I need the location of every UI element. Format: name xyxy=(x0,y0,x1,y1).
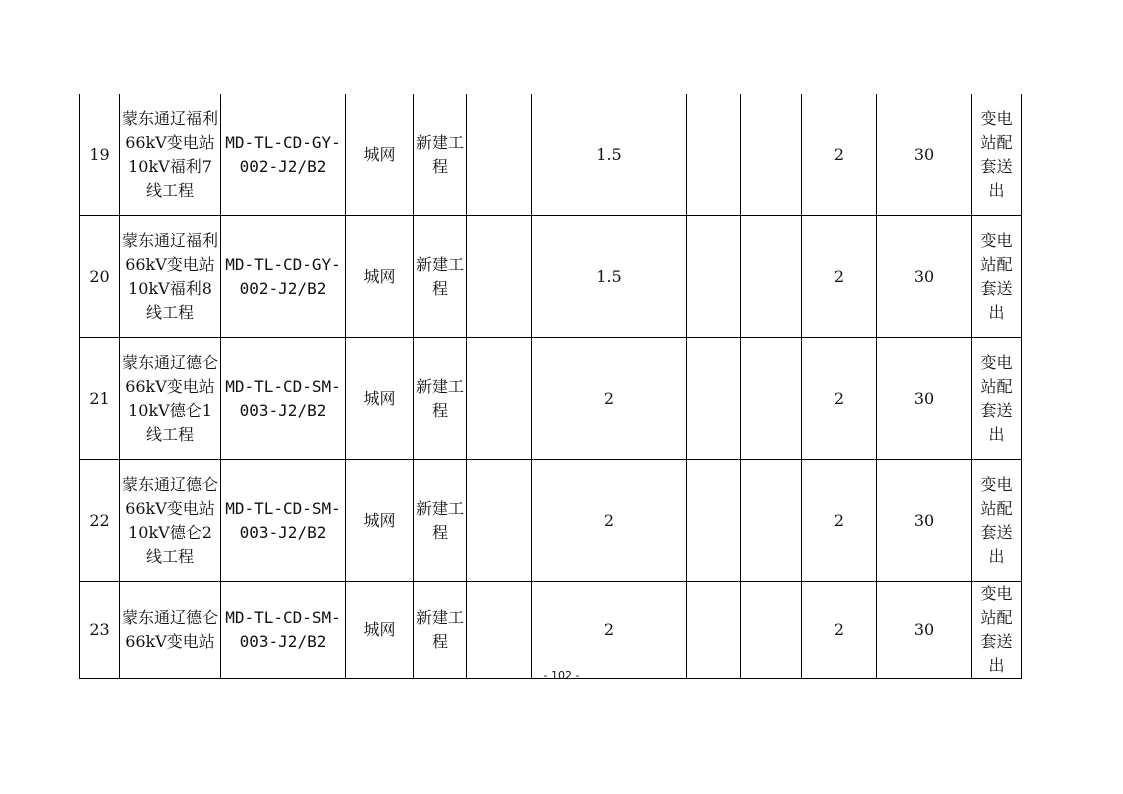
grid-area: 城网 xyxy=(346,94,414,216)
row-number: 19 xyxy=(80,94,120,216)
project-name: 蒙东通辽德仑66kV变电站 xyxy=(120,582,221,679)
project-type: 新建工程 xyxy=(414,582,467,679)
quantity-value: 2 xyxy=(802,216,877,338)
table-row xyxy=(80,338,1022,460)
grid-area: 城网 xyxy=(346,216,414,338)
project-purpose: 变电站配套送出 xyxy=(972,338,1022,460)
project-purpose: 变电站配套送出 xyxy=(972,216,1022,338)
project-type: 新建工程 xyxy=(414,338,467,460)
line-length: 1.5 xyxy=(532,94,687,216)
table-row xyxy=(80,582,1022,679)
empty-cell xyxy=(467,460,532,582)
capacity-value: 30 xyxy=(877,216,972,338)
grid-area: 城网 xyxy=(346,582,414,679)
quantity-value: 2 xyxy=(802,460,877,582)
line-length: 2 xyxy=(532,460,687,582)
empty-cell xyxy=(467,338,532,460)
empty-cell xyxy=(687,460,741,582)
table-row xyxy=(80,216,1022,338)
project-name: 蒙东通辽德仑66kV变电站10kV德仑2线工程 xyxy=(120,460,221,582)
row-number: 23 xyxy=(80,582,120,679)
capacity-value: 30 xyxy=(877,338,972,460)
project-type: 新建工程 xyxy=(414,216,467,338)
empty-cell xyxy=(687,582,741,679)
project-purpose: 变电站配套送出 xyxy=(972,582,1022,679)
project-purpose: 变电站配套送出 xyxy=(972,460,1022,582)
grid-area: 城网 xyxy=(346,460,414,582)
empty-cell xyxy=(741,216,802,338)
grid-area: 城网 xyxy=(346,338,414,460)
project-purpose: 变电站配套送出 xyxy=(972,94,1022,216)
project-code: MD-TL-CD-SM-003-J2/B2 xyxy=(221,338,346,460)
empty-cell xyxy=(741,582,802,679)
row-number: 22 xyxy=(80,460,120,582)
empty-cell xyxy=(467,94,532,216)
project-name: 蒙东通辽福利66kV变电站10kV福利7线工程 xyxy=(120,94,221,216)
page-number: - 102 - xyxy=(543,669,580,682)
capacity-value: 30 xyxy=(877,94,972,216)
row-number: 21 xyxy=(80,338,120,460)
empty-cell xyxy=(687,216,741,338)
empty-cell xyxy=(467,582,532,679)
row-number: 20 xyxy=(80,216,120,338)
project-code: MD-TL-CD-SM-003-J2/B2 xyxy=(221,460,346,582)
empty-cell xyxy=(687,94,741,216)
table-row xyxy=(80,460,1022,582)
capacity-value: 30 xyxy=(877,460,972,582)
empty-cell xyxy=(467,216,532,338)
line-length: 2 xyxy=(532,338,687,460)
project-code: MD-TL-CD-SM-003-J2/B2 xyxy=(221,582,346,679)
project-name: 蒙东通辽福利66kV变电站10kV福利8线工程 xyxy=(120,216,221,338)
line-length: 1.5 xyxy=(532,216,687,338)
project-code: MD-TL-CD-GY-002-J2/B2 xyxy=(221,94,346,216)
project-code: MD-TL-CD-GY-002-J2/B2 xyxy=(221,216,346,338)
quantity-value: 2 xyxy=(802,582,877,679)
empty-cell xyxy=(741,338,802,460)
empty-cell xyxy=(741,460,802,582)
empty-cell xyxy=(741,94,802,216)
quantity-value: 2 xyxy=(802,338,877,460)
project-table xyxy=(79,94,1022,679)
quantity-value: 2 xyxy=(802,94,877,216)
project-type: 新建工程 xyxy=(414,94,467,216)
capacity-value: 30 xyxy=(877,582,972,679)
empty-cell xyxy=(687,338,741,460)
project-type: 新建工程 xyxy=(414,460,467,582)
line-length: 2 xyxy=(532,582,687,679)
project-name: 蒙东通辽德仑66kV变电站10kV德仑1线工程 xyxy=(120,338,221,460)
table-row xyxy=(80,94,1022,216)
